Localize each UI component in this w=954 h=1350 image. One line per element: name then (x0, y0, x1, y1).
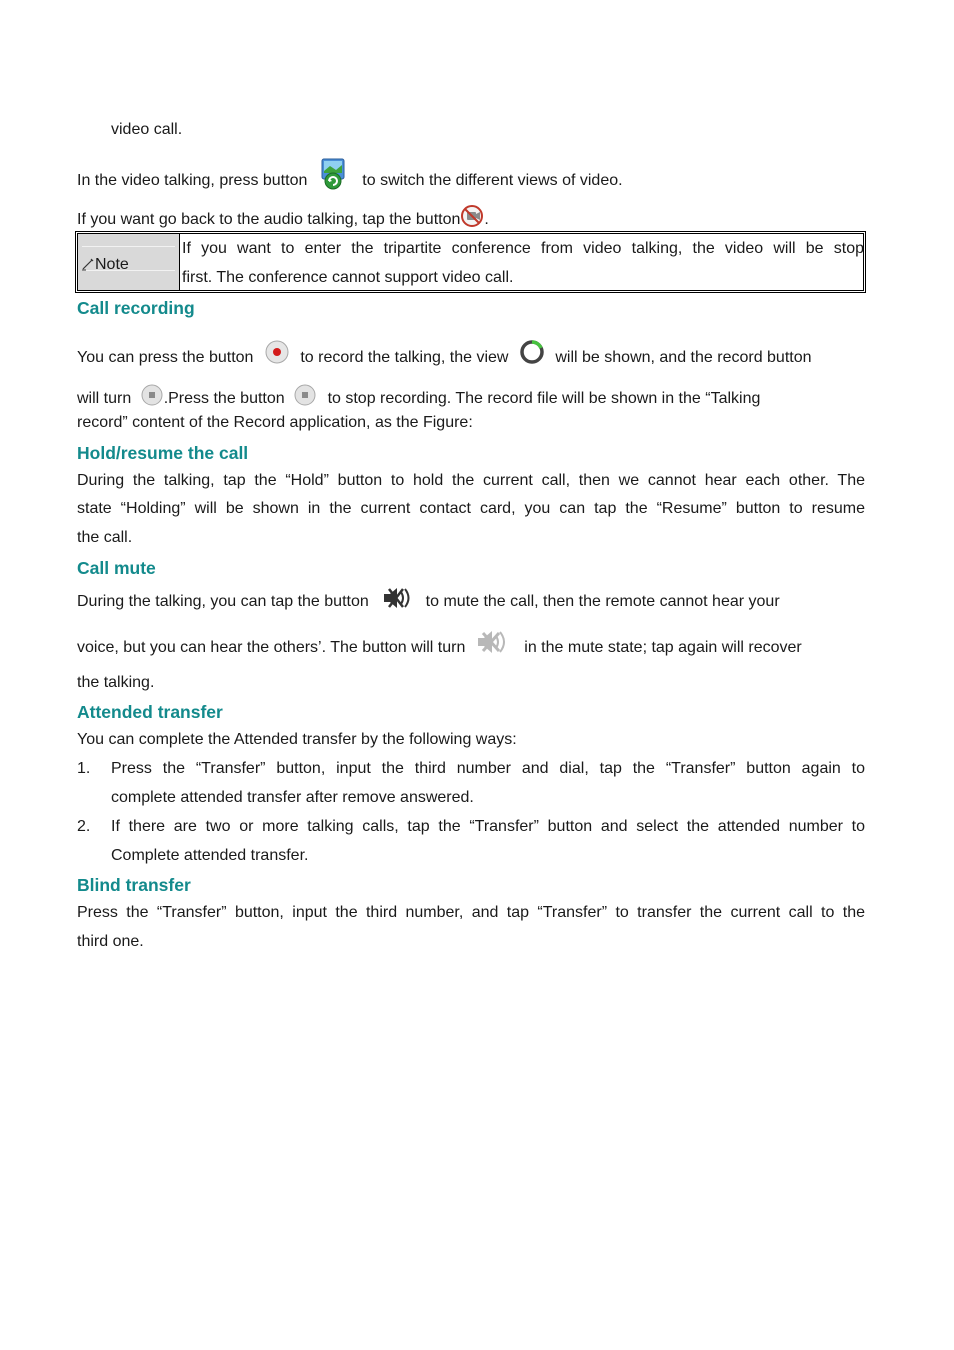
audio-switch-icon (460, 204, 484, 228)
record-stop-icon (140, 383, 164, 407)
attended-intro: You can complete the Attended transfer by the following ways: (77, 731, 517, 748)
switch-view-icon (318, 157, 352, 193)
heading-hold-resume: Hold/resume the call (77, 443, 249, 463)
heading-blind-transfer: Blind transfer (77, 875, 191, 895)
mute-line3: the talking. (77, 674, 155, 691)
intro-line: video call. (111, 121, 183, 138)
note-pencil-icon (81, 257, 95, 271)
recording-line1: You can press the button to record the talking, the view will be shown, and the record button (77, 345, 812, 371)
mute-line1: During the talking, you can tap the button to mute the call, then the remote cannot hear your (77, 589, 780, 615)
recording-line3: record” content of the Record application, as the Figure: (77, 414, 473, 431)
blind-line1: Press the “Transfer” button, input the third number, and tap “Transfer” to transfer the current call to the (77, 904, 865, 921)
heading-call-mute: Call mute (77, 558, 156, 578)
list-item-line: Press the “Transfer” button, input the third number and dial, tap the “Transfer” button again to (111, 760, 865, 777)
mute-line2: voice, but you can hear the others’. The button will turn in the mute state; tap again will recover (77, 634, 802, 662)
note-label-cell (78, 234, 180, 290)
record-stop-icon (293, 383, 317, 407)
blind-line2: third one. (77, 933, 144, 950)
note-text-line1: If you want to enter the tripartite conference from video talking, the video will be stop (182, 240, 864, 257)
note-box (75, 231, 866, 293)
list-item-number: 1. (77, 760, 91, 777)
heading-attended-transfer: Attended transfer (77, 702, 223, 722)
list-item-line: complete attended transfer after remove answered. (111, 789, 474, 806)
recording-ring-icon (519, 339, 545, 365)
mute-active-icon (474, 628, 512, 656)
hold-line2: state “Holding” will be shown in the current contact card, you can tap the “Resume” button to resume (77, 500, 865, 517)
note-label: Note (81, 255, 129, 275)
hold-line1: During the talking, tap the “Hold” button to hold the current call, then we cannot hear each other. The (77, 472, 865, 489)
note-text-line2: first. The conference cannot support video call. (182, 269, 514, 286)
switch-view-paragraph: In the video talking, press button to switch the different views of video. (77, 155, 623, 207)
record-button-icon (264, 339, 290, 365)
audio-switch-paragraph: If you want go back to the audio talking, tap the button . (77, 208, 489, 232)
list-item-line: Complete attended transfer. (111, 847, 309, 864)
list-item-number: 2. (77, 818, 91, 835)
heading-call-recording: Call recording (77, 298, 195, 318)
mute-button-icon (381, 585, 415, 611)
list-item-line: If there are two or more talking calls, tap the “Transfer” button and select the attended number to (111, 818, 865, 835)
recording-line2: will turn .Press the button to stop recording. The record file will be shown in the “Talking (77, 387, 760, 411)
hold-line3: the call. (77, 529, 133, 546)
